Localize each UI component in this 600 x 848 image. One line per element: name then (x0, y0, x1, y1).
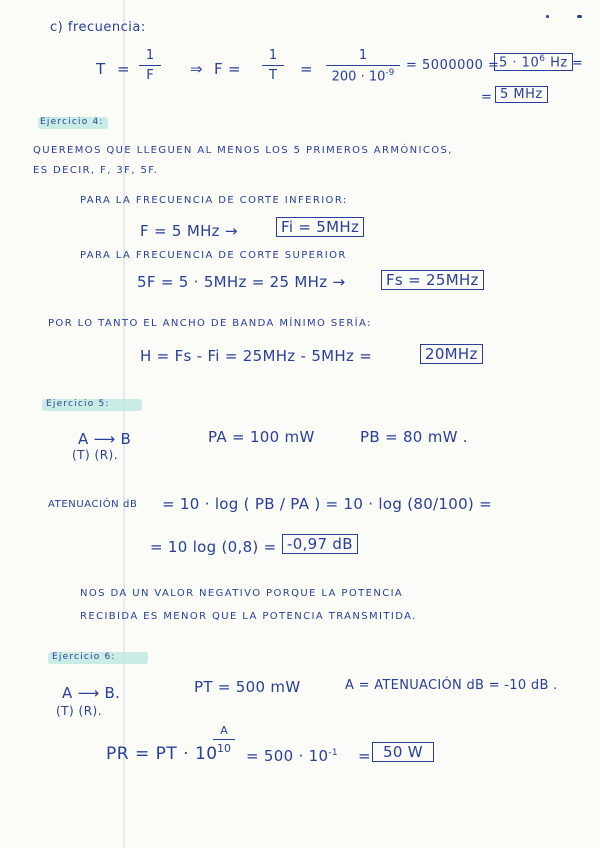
fraction-denominator: F (146, 68, 154, 84)
lower-cutoff-label: PARA LA FRECUENCIA DE CORTE INFERIOR: (80, 195, 348, 206)
bandwidth-label: POR LO TANTO EL ANCHO DE BANDA MÍNIMO SERÍA: (48, 318, 372, 329)
boxed-upper-cutoff: Fs = 25MHz (381, 270, 484, 290)
power-a: PA = 100 mW (208, 428, 315, 446)
fraction-1-over-f (139, 48, 161, 83)
exponent-fraction (213, 724, 235, 755)
note-line: RECIBIDA ES MENOR QUE LA POTENCIA TRANSMITIDA. (80, 611, 417, 622)
boxed-lower-cutoff: Fi = 5MHz (276, 217, 364, 237)
frequency-equals: F = (214, 60, 241, 78)
boxed-received-power: 50 W (372, 742, 434, 762)
margin-line (123, 0, 125, 848)
fraction-denominator: 200 · 10 (331, 69, 386, 85)
exponent: 6 (539, 54, 546, 64)
upper-cutoff-label: PARA LA FRECUENCIA DE CORTE SUPERIOR (80, 250, 347, 261)
power-transmitted: PT = 500 mW (194, 678, 301, 696)
ink-dot (546, 15, 549, 18)
attenuation-equation: = 10 · log ( PB / PA ) = 10 · log (80/100) = (162, 495, 493, 513)
fraction-numerator: 1 (358, 48, 368, 63)
text-line: ES DECIR, F, 3F, 5F. (33, 165, 159, 176)
fraction-numerator: A (220, 724, 228, 737)
equals-sign: = (300, 60, 313, 78)
equals-sign: = (117, 60, 130, 78)
period-symbol: T (96, 60, 106, 78)
expression: = 500 · 10 (246, 747, 329, 765)
implies-arrow: ⇒ (190, 60, 203, 78)
bandwidth-equation: H = Fs - Fi = 25MHz - 5MHz = (140, 347, 373, 365)
equals-sign: = (358, 747, 371, 765)
boxed-bandwidth: 20MHz (420, 344, 483, 364)
transmitter-receiver-labels: (T) (R). (56, 704, 103, 718)
attenuation-label: ATENUACIÓN dB (48, 499, 138, 510)
text-line: QUEREMOS QUE LLEGUEN AL MENOS LOS 5 PRIMEROS ARMÓNICOS, (33, 145, 453, 156)
exercise-6-heading: Ejercicio 6: (52, 652, 116, 662)
exercise-4-heading: Ejercicio 4: (40, 117, 104, 127)
equals-sign: = (572, 56, 584, 71)
boxed-value: 5 · 10 (499, 55, 540, 71)
note-line: NOS DA UN VALOR NEGATIVO PORQUE LA POTENCIA (80, 588, 404, 599)
boxed-result-hz (494, 53, 573, 71)
fraction-1-over-t (262, 48, 284, 83)
fraction-numerator: 1 (268, 48, 278, 63)
boxed-attenuation: -0,97 dB (282, 534, 358, 554)
attenuation-equation-step2: = 10 log (0,8) = (150, 538, 277, 556)
power-b: PB = 80 mW . (360, 428, 468, 446)
upper-cutoff-equation: 5F = 5 · 5MHz = 25 MHz → (137, 273, 346, 291)
attenuation-given: A = ATENUACIÓN dB = -10 dB . (345, 678, 558, 693)
exercise-5-heading: Ejercicio 5: (46, 399, 110, 409)
fraction-denominator: 10 (217, 742, 231, 756)
fraction-denominator: T (269, 68, 277, 84)
lower-cutoff-equation: F = 5 MHz → (140, 222, 238, 240)
ink-dot (577, 15, 582, 18)
equals-sign: = (481, 90, 493, 105)
exponent: -1 (328, 748, 338, 758)
frequency-value: = 5000000 = (406, 58, 500, 73)
part-c-heading: c) frecuencia: (50, 20, 146, 35)
fraction-1-over-period (326, 48, 400, 85)
transmission-path: A ⟶ B (78, 430, 132, 448)
exponent: -9 (385, 68, 395, 79)
received-power-lhs: PR = PT · 10 (106, 744, 218, 764)
transmitter-receiver-labels: (T) (R). (72, 448, 119, 462)
unit: Hz (545, 55, 568, 71)
transmission-path: A ⟶ B. (62, 684, 121, 702)
received-power-step (246, 747, 338, 765)
boxed-result-mhz: 5 MHz (495, 86, 548, 103)
fraction-numerator: 1 (145, 48, 155, 63)
